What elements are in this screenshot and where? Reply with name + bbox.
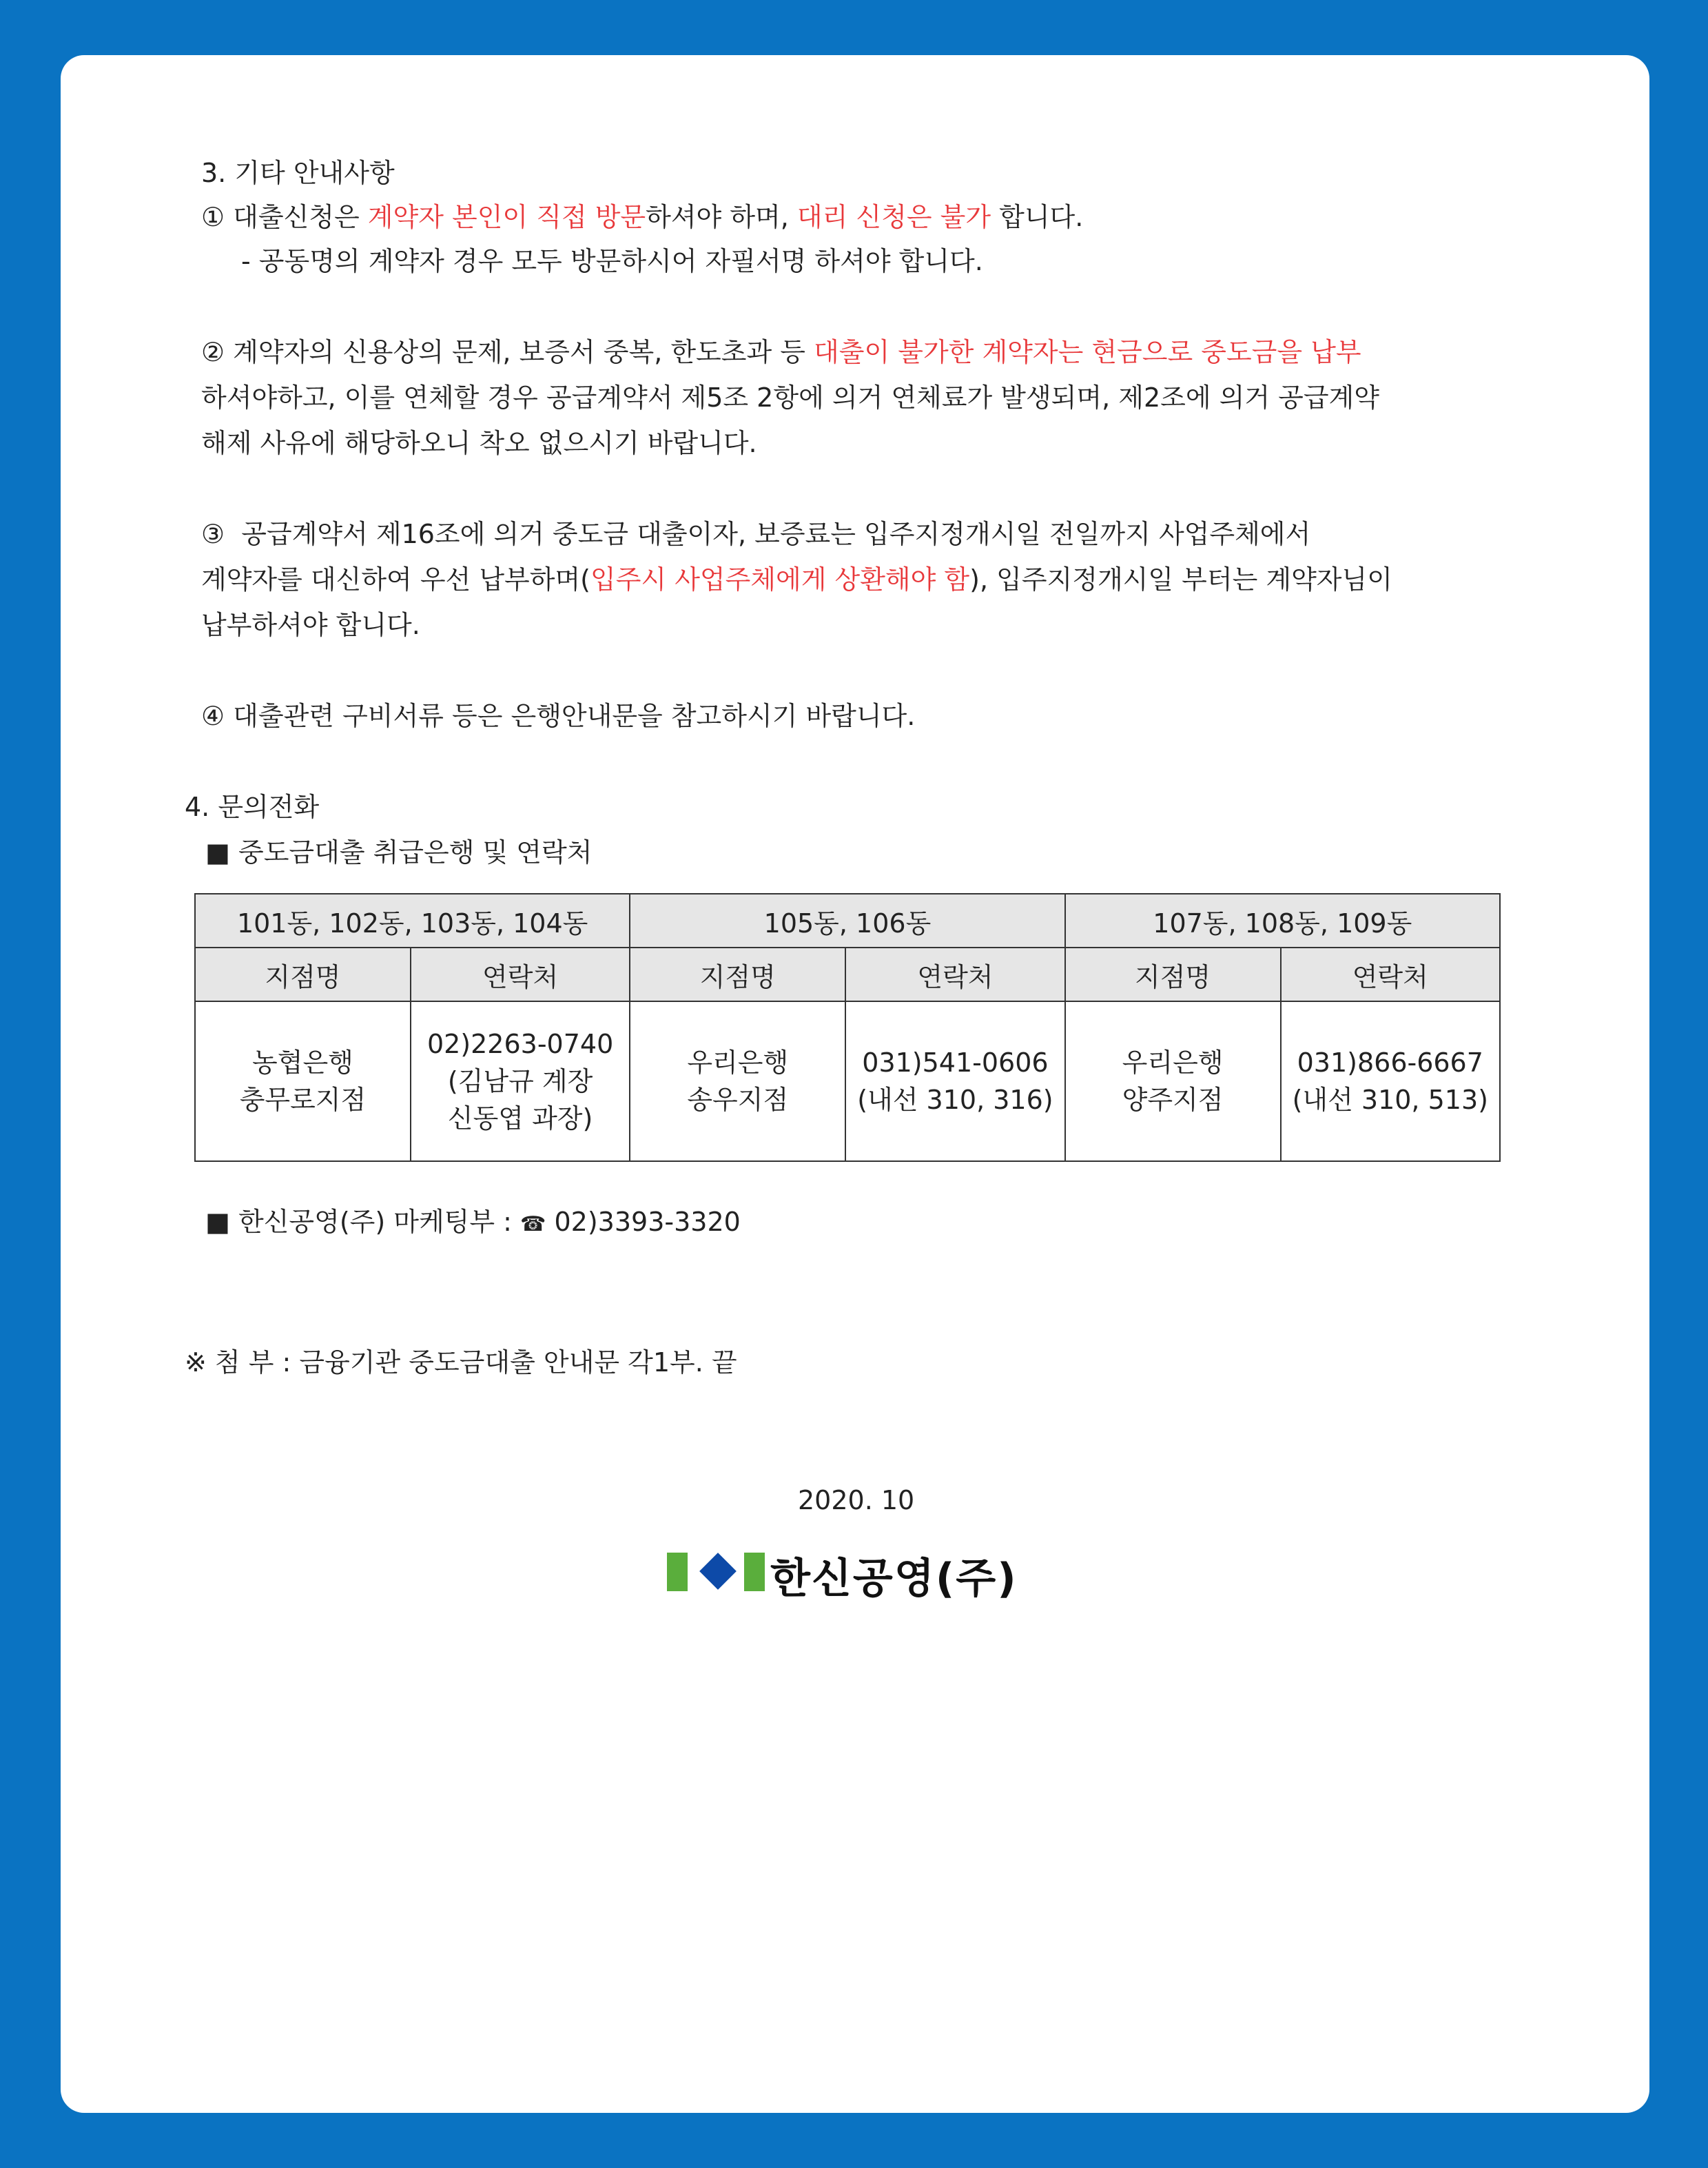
item1-highlight1: 계약자 본인이 직접 방문	[367, 202, 646, 232]
item4-text: 대출관련 구비서류 등은 은행안내문을 참고하시기 바랍니다.	[233, 701, 916, 731]
bank-name: 우리은행	[1122, 1047, 1224, 1078]
contact-phone: 031)541-0606	[862, 1047, 1049, 1078]
item2-line2: 하셔야하고, 이를 연체할 경우 공급계약서 제5조 2항에 의거 연체료가 발생되며, 제2조에 의거 공급계약	[201, 382, 1379, 413]
branch-cell	[1065, 1001, 1281, 1161]
branch-cell	[195, 1001, 411, 1161]
logo-diamond-icon	[699, 1553, 737, 1590]
marketing-contact	[205, 1203, 741, 1243]
bank-list-heading: ■ 중도금대출 취급은행 및 연락처	[205, 837, 593, 868]
column-header: 지점명	[630, 948, 845, 1001]
branch-name: 충무로지점	[239, 1085, 367, 1115]
document-date: 2020. 10	[798, 1485, 915, 1515]
item4-line	[201, 697, 915, 735]
logo-company-name: 한신공영(주)	[770, 1555, 1018, 1603]
group-header: 107동, 108동, 109동	[1065, 894, 1500, 948]
contact-phone: 02)2263-0740	[426, 1029, 614, 1059]
item1-text1: 대출신청은	[233, 202, 368, 232]
item2-text1: 계약자의 신용상의 문제, 보증서 중복, 한도초과 등	[233, 337, 814, 367]
item3-marker: ③	[201, 519, 225, 549]
table-row	[195, 1001, 1500, 1161]
branch-cell	[630, 1001, 845, 1161]
contact-cell	[845, 1001, 1064, 1161]
item3-line2	[201, 561, 1392, 598]
document-page	[61, 55, 1649, 2113]
table-subheader-row	[195, 948, 1500, 1001]
section4-title: 4. 문의전화	[185, 792, 320, 822]
item4-marker: ④	[201, 701, 225, 731]
item3-text1: 공급계약서 제16조에 의거 중도금 대출이자, 보증료는 입주지정개시일 전일까지 사업주체에서	[241, 519, 1311, 549]
marketing-phone: 02)3393-3320	[546, 1207, 741, 1237]
contact-phone: 031)866-6667	[1297, 1047, 1483, 1078]
branch-name: 양주지점	[1122, 1085, 1224, 1115]
item1-marker: ①	[201, 202, 225, 232]
item2-line3: 해제 사유에 해당하오니 착오 없으시기 바랍니다.	[201, 428, 757, 458]
item3-text3: ), 입주지정개시일 부터는 계약자님이	[969, 564, 1392, 595]
item2-line1	[201, 334, 1361, 371]
contact-cell	[1281, 1001, 1500, 1161]
bank-name: 우리은행	[687, 1047, 789, 1078]
item1-line1	[201, 198, 1083, 236]
item3-text2: 계약자를 대신하여 우선 납부하며(	[201, 564, 590, 595]
contact-person: 신동엽 과장)	[447, 1103, 593, 1134]
company-logo	[667, 1547, 1053, 1603]
contact-extension: (내선 310, 316)	[857, 1085, 1053, 1115]
item1-sub: - 공동명의 계약자 경우 모두 방문하시어 자필서명 하셔야 합니다.	[241, 246, 983, 276]
marketing-label: ■ 한신공영(주) 마케팅부 :	[205, 1207, 521, 1237]
contact-extension: (내선 310, 513)	[1292, 1085, 1488, 1115]
column-header: 지점명	[195, 948, 411, 1001]
contact-person: (김남규 계장	[447, 1066, 593, 1096]
phone-icon: ☎	[520, 1212, 546, 1236]
item2-highlight: 대출이 불가한 계약자는 현금으로 중도금을 납부	[814, 337, 1361, 367]
group-header: 101동, 102동, 103동, 104동	[195, 894, 630, 948]
item1-text2: 하셔야 하며,	[646, 202, 797, 232]
attachment-note: ※ 첨 부 : 금융기관 중도금대출 안내문 각1부. 끝	[185, 1347, 737, 1378]
item3-line3: 납부하셔야 합니다.	[201, 610, 420, 640]
column-header: 지점명	[1065, 948, 1281, 1001]
item1-text3: 합니다.	[991, 202, 1084, 232]
logo-bar-left	[667, 1553, 688, 1591]
branch-name: 송우지점	[687, 1085, 789, 1115]
logo-bar-right	[744, 1553, 765, 1591]
column-header: 연락처	[411, 948, 630, 1001]
item2-marker: ②	[201, 337, 225, 367]
bank-name: 농협은행	[252, 1047, 353, 1078]
table-group-row	[195, 894, 1500, 948]
item3-line1	[201, 515, 1310, 553]
column-header: 연락처	[845, 948, 1064, 1001]
group-header: 105동, 106동	[630, 894, 1064, 948]
contact-cell	[411, 1001, 630, 1161]
section3-title: 3. 기타 안내사항	[201, 158, 395, 188]
column-header: 연락처	[1281, 948, 1500, 1001]
item3-highlight: 입주시 사업주체에게 상환해야 함	[590, 564, 970, 595]
bank-contact-table	[194, 893, 1501, 1162]
item1-highlight2: 대리 신청은 불가	[796, 202, 991, 232]
